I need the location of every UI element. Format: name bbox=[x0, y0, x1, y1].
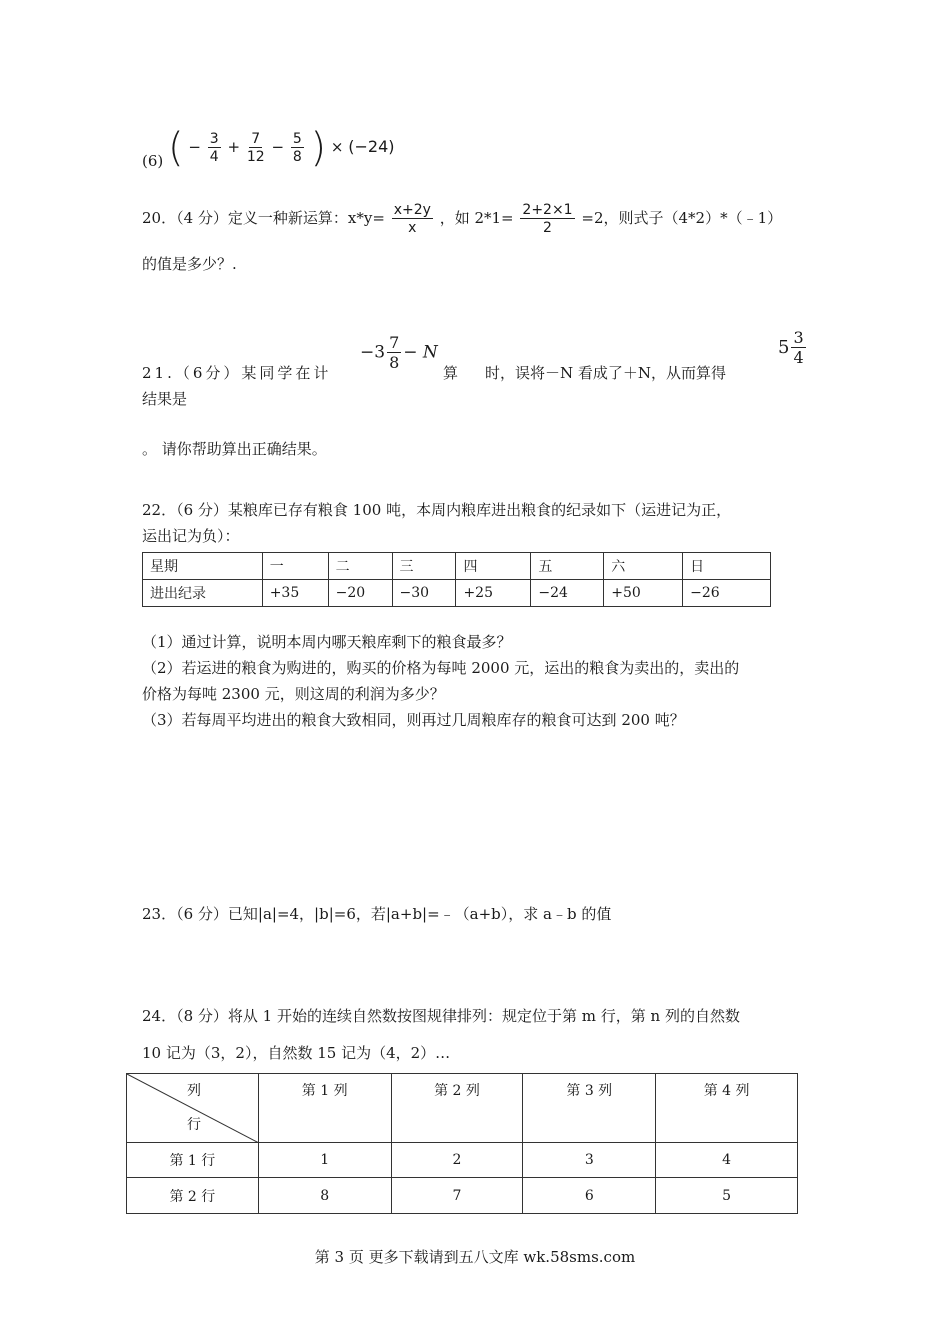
table-cell: −26 bbox=[683, 580, 771, 607]
corner-col-label: 列 bbox=[187, 1083, 201, 1099]
table-cell: 进出纪录 bbox=[143, 580, 263, 607]
corner-cell bbox=[127, 1074, 259, 1143]
table-cell: −30 bbox=[392, 580, 456, 607]
corner-row-label: 行 bbox=[187, 1117, 201, 1133]
table-cell: −20 bbox=[328, 580, 392, 607]
table-cell: 8 bbox=[258, 1178, 391, 1214]
col-header: 第 1 列 bbox=[258, 1074, 391, 1143]
table-cell: +50 bbox=[604, 580, 683, 607]
plus-sign: + bbox=[227, 138, 241, 156]
table-header-row bbox=[127, 1074, 798, 1143]
q24-line1: 24．（8 分）将从 1 开始的连续自然数按图规律排列：规定位于第 m 行，第 n 列的自然数 bbox=[142, 1007, 740, 1025]
table-cell: 五 bbox=[531, 553, 604, 580]
table-row bbox=[127, 1178, 798, 1214]
q21-expression: −3 $\frac{7}{8}$ − N bbox=[360, 333, 438, 372]
q24-table bbox=[126, 1073, 798, 1214]
table-cell: 三 bbox=[392, 553, 456, 580]
table-cell: 5 bbox=[656, 1178, 798, 1214]
q22-sub1: （1）通过计算，说明本周内哪天粮库剩下的粮食最多？ bbox=[142, 633, 512, 651]
q20-fraction-def: $\frac{x+2y}{x}$ bbox=[393, 202, 431, 236]
fraction-3-4: $\frac{3}{4}$ bbox=[209, 131, 219, 165]
q24-line2: 10 记为（3，2），自然数 15 记为（4，2）… bbox=[142, 1044, 451, 1062]
q23-text: 23．（6 分）已知|a|=4，|b|=6，若|a+b|=﹣（a+b），求 a﹣b 的值 bbox=[142, 905, 612, 923]
minus-24: (−24) bbox=[348, 137, 395, 156]
q22-line1: 22．（6 分）某粮库已存有粮食 100 吨，本周内粮库进出粮食的纪录如下（运进记为正， bbox=[142, 501, 732, 519]
close-paren: ) bbox=[310, 125, 327, 171]
q19-6-expression bbox=[142, 125, 395, 171]
table-cell: 3 bbox=[523, 1143, 656, 1178]
fraction-5-8: $\frac{5}{8}$ bbox=[292, 131, 302, 165]
neg-sign: − bbox=[188, 138, 201, 156]
minus-sign: − bbox=[271, 138, 285, 156]
table-cell: 日 bbox=[683, 553, 771, 580]
table-cell: +35 bbox=[262, 580, 328, 607]
q20-line2: 的值是多少？. bbox=[142, 255, 237, 273]
row-label: 第 2 行 bbox=[127, 1178, 259, 1214]
times-sign: × bbox=[330, 138, 344, 156]
table-row bbox=[127, 1143, 798, 1178]
table-cell: 4 bbox=[656, 1143, 798, 1178]
q21-fraction-3-4: $\frac{3}{4}$ bbox=[793, 328, 804, 367]
q22-sub2b: 价格为每吨 2300 元，则这周的利润为多少？ bbox=[142, 685, 445, 703]
col-header: 第 4 列 bbox=[656, 1074, 798, 1143]
q20-line1: 20．（4 分）定义一种新运算：x*y= $\frac{x+2y}{x}$ ，如 2*1= $\frac{2+2\times 1}{2}$ =2，则式子（4*2）*（﹣1） bbox=[142, 202, 783, 236]
col-header: 第 3 列 bbox=[523, 1074, 656, 1143]
table-cell: 六 bbox=[604, 553, 683, 580]
q21-answer: 5 $\frac{3}{4}$ bbox=[778, 328, 804, 367]
q21-text-a: 21.（6分）某同学在计 bbox=[142, 364, 332, 382]
table-cell: 二 bbox=[328, 553, 392, 580]
table-cell: 一 bbox=[262, 553, 328, 580]
col-header: 第 2 列 bbox=[391, 1074, 523, 1143]
q22-line2: 运出记为负）： bbox=[142, 527, 240, 545]
q19-6-label: (6) bbox=[142, 152, 164, 170]
table-cell: +25 bbox=[456, 580, 531, 607]
q21-line3: 。 请你帮助算出正确结果。 bbox=[142, 440, 327, 458]
table-row bbox=[143, 580, 771, 607]
fraction-7-12: $\frac{7}{12}$ bbox=[246, 131, 265, 165]
q21-fraction-7-8: $\frac{7}{8}$ bbox=[389, 333, 400, 372]
page-footer: 第 3 页 更多下载请到五八文库 wk.58sms.com bbox=[314, 1248, 636, 1266]
q21-text-c: 时，误将－N 看成了＋N，从而算得 bbox=[485, 364, 727, 382]
q22-table bbox=[142, 552, 771, 607]
table-cell: 7 bbox=[391, 1178, 523, 1214]
table-header-row bbox=[143, 553, 771, 580]
table-cell: 6 bbox=[523, 1178, 656, 1214]
row-label: 第 1 行 bbox=[127, 1143, 259, 1178]
table-cell: 1 bbox=[258, 1143, 391, 1178]
q20-fraction-example: $\frac{2+2\times 1}{2}$ bbox=[522, 202, 573, 236]
table-cell: 四 bbox=[456, 553, 531, 580]
q22-sub3: （3）若每周平均进出的粮食大致相同，则再过几周粮库存的粮食可达到 200 吨？ bbox=[142, 711, 685, 729]
open-paren: ( bbox=[168, 125, 184, 171]
q22-sub2a: （2）若运进的粮食为购进的，购买的价格为每吨 2000 元，运出的粮食为卖出的，卖出的 bbox=[142, 659, 740, 677]
table-cell: −24 bbox=[531, 580, 604, 607]
q21-line2: 结果是 bbox=[142, 390, 188, 408]
table-cell: 星期 bbox=[143, 553, 263, 580]
table-cell: 2 bbox=[391, 1143, 523, 1178]
q21-text-b: 算 bbox=[443, 364, 459, 382]
